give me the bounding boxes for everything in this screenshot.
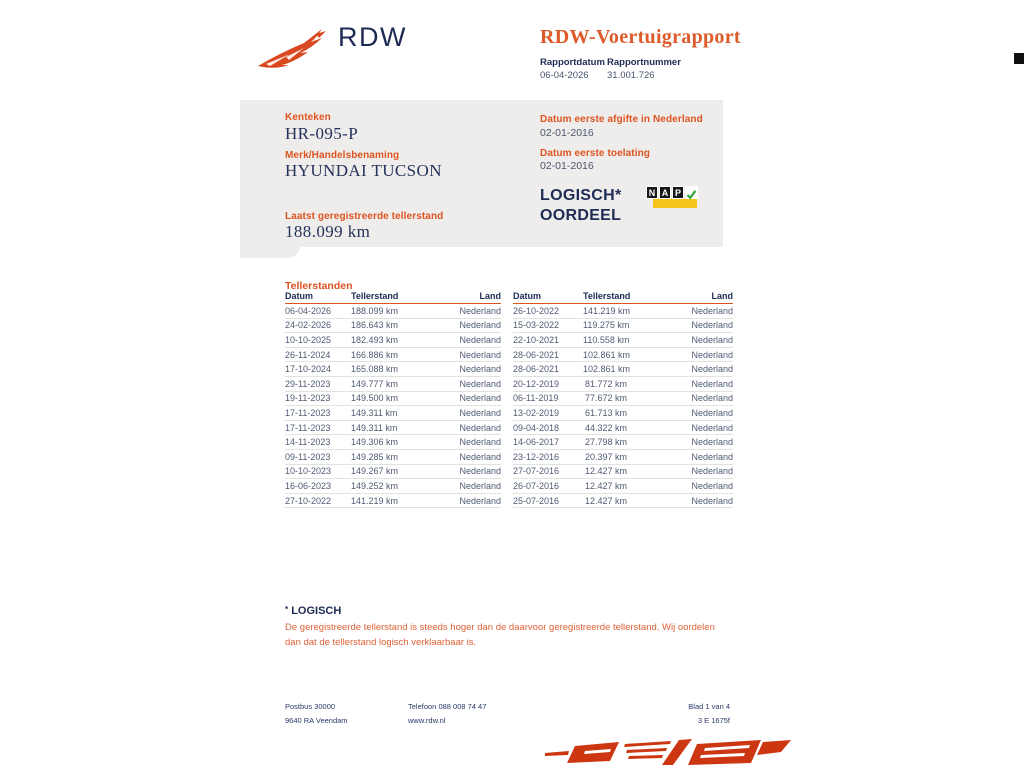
cell-datum: 09-04-2018 [513,420,583,435]
cell-tellerstand: 20.397 km [583,449,627,464]
cell-land: Nederland [395,391,501,406]
merk-value: HYUNDAI TUCSON [285,161,442,180]
nap-letter-tiles [646,186,702,199]
cell-datum: 25-07-2016 [513,493,583,508]
footnote-star: * [285,605,289,614]
merk-label: Merk/Handelsbenaming [285,150,400,161]
oordeel-text [540,186,622,226]
report-date-label: Rapportdatum [540,57,605,68]
cell-tellerstand: 44.322 km [583,420,627,435]
cell-land: Nederland [627,304,733,319]
cell-datum: 27-10-2022 [285,493,351,508]
col-header-tellerstand: Tellerstand [351,291,395,304]
cell-land: Nederland [627,479,733,494]
footnote-body: De geregistreerde tellerstand is steeds hoger dan de daarvoor geregistreerde tellerstand. Wij oordelen dan dat de tellerstand logisch verklaarbaar is. [285,622,715,648]
table-row [513,318,733,333]
cell-tellerstand: 27.798 km [583,435,627,450]
page-title: RDW-Voertuigrapport [540,26,741,48]
table-row [513,304,733,319]
table-row [513,347,733,362]
table-row [285,391,501,406]
eerste-toelating-value: 02-01-2016 [540,160,594,172]
table-row [513,449,733,464]
cell-datum: 14-06-2017 [513,435,583,450]
cell-tellerstand: 102.861 km [583,347,627,362]
cell-tellerstand: 165.088 km [351,362,395,377]
table-header-row [513,291,733,304]
table-row [285,318,501,333]
cell-tellerstand: 12.427 km [583,464,627,479]
report-number-value: 31.001.726 [607,70,655,81]
col-header-tellerstand: Tellerstand [583,291,627,304]
footnote-title-text: LOGISCH [291,605,342,617]
cell-land: Nederland [627,464,733,479]
cell-datum: 06-11-2019 [513,391,583,406]
oordeel-line1: LOGISCH* [540,187,622,204]
footer-phone: Telefoon 088 008 74 47 [408,702,487,711]
col-header-datum: Datum [285,291,351,304]
cell-datum: 06-04-2026 [285,304,351,319]
cell-tellerstand: 81.772 km [583,376,627,391]
eerste-toelating-label: Datum eerste toelating [540,148,651,159]
table-row [513,362,733,377]
footer-address-line2: 9640 RA Veendam [285,716,348,725]
cell-datum: 28-06-2021 [513,362,583,377]
table-row [513,420,733,435]
table-row [513,464,733,479]
table-row [513,479,733,494]
cell-datum: 16-06-2023 [285,479,351,494]
cell-datum: 20-12-2019 [513,376,583,391]
cell-land: Nederland [627,449,733,464]
cell-tellerstand: 110.558 km [583,333,627,348]
cell-datum: 19-11-2023 [285,391,351,406]
cell-tellerstand: 149.252 km [351,479,395,494]
table-row [285,376,501,391]
cell-datum: 22-10-2021 [513,333,583,348]
col-header-land: Land [395,291,501,304]
cell-datum: 24-02-2026 [285,318,351,333]
cell-datum: 15-03-2022 [513,318,583,333]
cell-land: Nederland [627,435,733,450]
eerste-afgifte-value: 02-01-2016 [540,127,594,139]
eerste-afgifte-label: Datum eerste afgifte in Nederland [540,114,703,125]
cell-datum: 26-11-2024 [285,347,351,362]
table-row [285,333,501,348]
cell-tellerstand: 102.861 km [583,362,627,377]
cell-land: Nederland [627,318,733,333]
cell-land: Nederland [395,362,501,377]
cell-land: Nederland [627,362,733,377]
nap-checkmark-icon [685,186,698,199]
vehicle-panel-corner-tab [240,246,300,258]
cell-land: Nederland [395,449,501,464]
table-row [513,391,733,406]
cell-land: Nederland [627,376,733,391]
cell-tellerstand: 186.643 km [351,318,395,333]
cell-tellerstand: 61.713 km [583,406,627,421]
cell-datum: 27-07-2016 [513,464,583,479]
laatste-tellerstand-value: 188.099 km [285,222,371,241]
cell-tellerstand: 166.886 km [351,347,395,362]
cell-datum: 28-06-2021 [513,347,583,362]
table-row [285,435,501,450]
footer-address [285,700,348,728]
cell-datum: 10-10-2025 [285,333,351,348]
tellerstanden-table-right [513,291,733,508]
cell-datum: 23-12-2016 [513,449,583,464]
cell-land: Nederland [395,493,501,508]
cell-land: Nederland [627,493,733,508]
cell-datum: 17-11-2023 [285,406,351,421]
cell-tellerstand: 141.219 km [351,493,395,508]
laatste-tellerstand-label: Laatst geregistreerde tellerstand [285,211,444,222]
table-row [285,406,501,421]
cell-tellerstand: 149.500 km [351,391,395,406]
cell-tellerstand: 182.493 km [351,333,395,348]
nap-letter-tile: P [672,186,684,199]
cell-tellerstand: 149.311 km [351,420,395,435]
footer-form-code: 3 E 1675f [697,716,730,725]
cell-land: Nederland [395,333,501,348]
nap-letter-tile: N [646,186,658,199]
section-title-tellerstanden: Tellerstanden [285,280,353,292]
cell-datum: 26-07-2016 [513,479,583,494]
cell-tellerstand: 149.777 km [351,376,395,391]
table-row [285,304,501,319]
report-date-value: 06-04-2026 [540,70,589,81]
cell-land: Nederland [395,347,501,362]
rdw-bird-icon [256,24,334,70]
table-row [513,376,733,391]
footnote-title [285,605,341,617]
table-row [285,479,501,494]
cell-land: Nederland [627,333,733,348]
cell-tellerstand: 141.219 km [583,304,627,319]
footer-address-line1: Postbus 30000 [285,702,336,711]
table-row [513,333,733,348]
table-row [513,406,733,421]
cell-tellerstand: 12.427 km [583,479,627,494]
cell-tellerstand: 188.099 km [351,304,395,319]
cell-land: Nederland [395,479,501,494]
rdw-logo-wordmark: RDW [338,22,407,52]
cell-tellerstand: 119.275 km [583,318,627,333]
cell-datum: 09-11-2023 [285,449,351,464]
footer-website: www.rdw.nl [408,716,446,725]
table-row [285,464,501,479]
table-row [513,493,733,508]
table-row [285,449,501,464]
table-row [285,347,501,362]
cell-datum: 17-10-2024 [285,362,351,377]
footer-page-indicator: Blad 1 van 4 [688,702,730,711]
cell-land: Nederland [395,406,501,421]
rdw-logo [256,24,334,70]
cell-land: Nederland [627,391,733,406]
cell-land: Nederland [627,420,733,435]
cell-land: Nederland [395,420,501,435]
footer-page-info [630,700,730,728]
nap-letter-tile: A [659,186,671,199]
cell-datum: 29-11-2023 [285,376,351,391]
cell-tellerstand: 12.427 km [583,493,627,508]
table-header-row [285,291,501,304]
wing-stripes-icon [545,738,795,768]
cell-land: Nederland [395,376,501,391]
table-row [513,435,733,450]
cell-tellerstand: 149.285 km [351,449,395,464]
print-registration-mark [1014,53,1024,64]
nap-logo [646,186,702,212]
cell-datum: 17-11-2023 [285,420,351,435]
cell-datum: 10-10-2023 [285,464,351,479]
table-row [285,420,501,435]
cell-tellerstand: 77.672 km [583,391,627,406]
col-header-land: Land [627,291,733,304]
cell-datum: 26-10-2022 [513,304,583,319]
tellerstanden-table-left [285,291,501,508]
cell-land: Nederland [395,464,501,479]
cell-tellerstand: 149.311 km [351,406,395,421]
cell-land: Nederland [627,406,733,421]
cell-datum: 13-02-2019 [513,406,583,421]
table-row [285,362,501,377]
rdw-wing-art [545,738,795,768]
kenteken-label: Kenteken [285,112,331,123]
cell-land: Nederland [395,304,501,319]
table-row [285,493,501,508]
cell-land: Nederland [395,435,501,450]
cell-tellerstand: 149.306 km [351,435,395,450]
report-number-label: Rapportnummer [607,57,681,68]
oordeel-line2: OORDEEL [540,207,622,224]
cell-land: Nederland [627,347,733,362]
cell-datum: 14-11-2023 [285,435,351,450]
cell-tellerstand: 149.267 km [351,464,395,479]
kenteken-value: HR-095-P [285,124,359,143]
footer-contact [408,700,486,728]
cell-land: Nederland [395,318,501,333]
col-header-datum: Datum [513,291,583,304]
